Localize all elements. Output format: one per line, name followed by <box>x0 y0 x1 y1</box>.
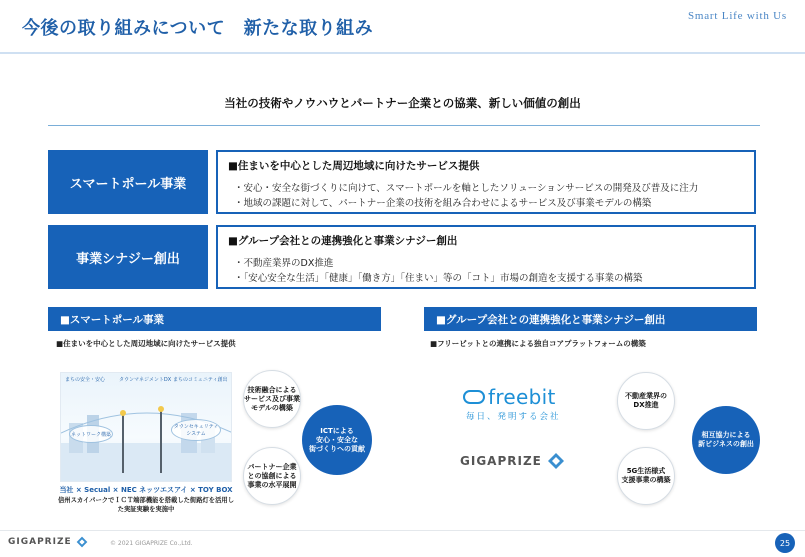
circle-new-business: 相互協力による 新ビジネスの創出 <box>692 406 760 474</box>
row-label-smart-pole: スマートポール事業 <box>48 150 208 214</box>
page-title: 今後の取り組みについて 新たな取り組み <box>22 18 374 39</box>
circle-partner-cocreation: パートナー企業 との協創による 事業の水平展開 <box>243 447 301 505</box>
freebit-logo <box>463 385 573 409</box>
brand-tagline: Smart Life with Us <box>687 10 787 22</box>
right-section-header: ■グループ会社との連携強化と事業シナジー創出 <box>424 307 757 331</box>
page-number: 25 <box>775 533 795 553</box>
row-bullet: ・地域の課題に対して、パートナー企業の技術を組み合わせによるサービス及び事業モデルの構築 <box>234 198 652 209</box>
gigaprize-logo <box>460 452 566 470</box>
gigaprize-mark-icon <box>546 452 566 470</box>
row-bullet: ・不動産業界のDX推進 <box>234 258 334 269</box>
footer-logo <box>8 536 89 548</box>
circle-real-estate-dx: 不動産業界の DX推進 <box>617 372 675 430</box>
footer-divider <box>0 530 805 531</box>
partners-caption: 当社 × Secual × NEC ネッツエスアイ × TOY BOX <box>59 486 233 494</box>
experiment-caption: 信州スカイパークでＩＣＴ端部機能を搭載した街路灯を活用した実証実験を実施中 <box>58 497 234 513</box>
figure-label: タウンマネジメントDX <box>119 377 172 383</box>
right-section-subheading: ■フリービットとの連携による独自コアプラットフォームの構築 <box>430 339 646 348</box>
footer-logo-wordmark: GIGAPRIZE <box>8 537 72 547</box>
header-divider <box>0 52 805 54</box>
circle-5g-lifestyle: 5G生活様式 支援事業の構築 <box>617 447 675 505</box>
row-box-synergy <box>216 225 756 289</box>
gigaprize-wordmark: GIGAPRIZE <box>460 454 542 468</box>
row-label-synergy: 事業シナジー創出 <box>48 225 208 289</box>
copyright: © 2021 GIGAPRIZE Co.,Ltd. <box>110 540 193 547</box>
row-box-smart-pole <box>216 150 756 214</box>
freebit-tagline: 毎日、発明する会社 <box>466 412 561 422</box>
freebit-mark-icon <box>463 390 485 404</box>
row-heading: ■住まいを中心とした周辺地域に向けたサービス提供 <box>228 160 480 172</box>
figure-label: まちの安全・安心 <box>65 377 106 383</box>
row-heading: ■グループ会社との連携強化と事業シナジー創出 <box>228 235 458 247</box>
subtitle-divider <box>48 125 760 126</box>
footer-logo-mark-icon <box>75 536 89 548</box>
left-section-header: ■スマートポール事業 <box>48 307 381 331</box>
row-bullet: ・「安心安全な生活」「健康」「働き方」「住まい」等の「コト」市場の創造を支援する事業の構築 <box>234 273 643 284</box>
row-bullet: ・安心・安全な街づくりに向けて、スマートポールを軸としたソリューションサービスの開発及び普及に注力 <box>234 183 699 194</box>
figure-label: まちのコミュニティ創出 <box>173 377 228 383</box>
left-section-subheading: ■住まいを中心とした周辺地域に向けたサービス提供 <box>56 339 236 348</box>
freebit-wordmark: freebit <box>488 385 556 409</box>
circle-ict-safety: ICTによる 安心・安全な 街づくりへの貢献 <box>302 405 372 475</box>
slide-subtitle: 当社の技術やノウハウとパートナー企業との協業、新しい価値の創出 <box>224 96 581 110</box>
figure-label: ネットワーク構築 <box>69 425 113 443</box>
circle-tech-fusion: 技術融合による サービス及び事業 モデルの構築 <box>243 370 301 428</box>
smart-pole-illustration <box>60 372 232 482</box>
figure-label: タウンセキュリティシステム <box>171 419 221 441</box>
